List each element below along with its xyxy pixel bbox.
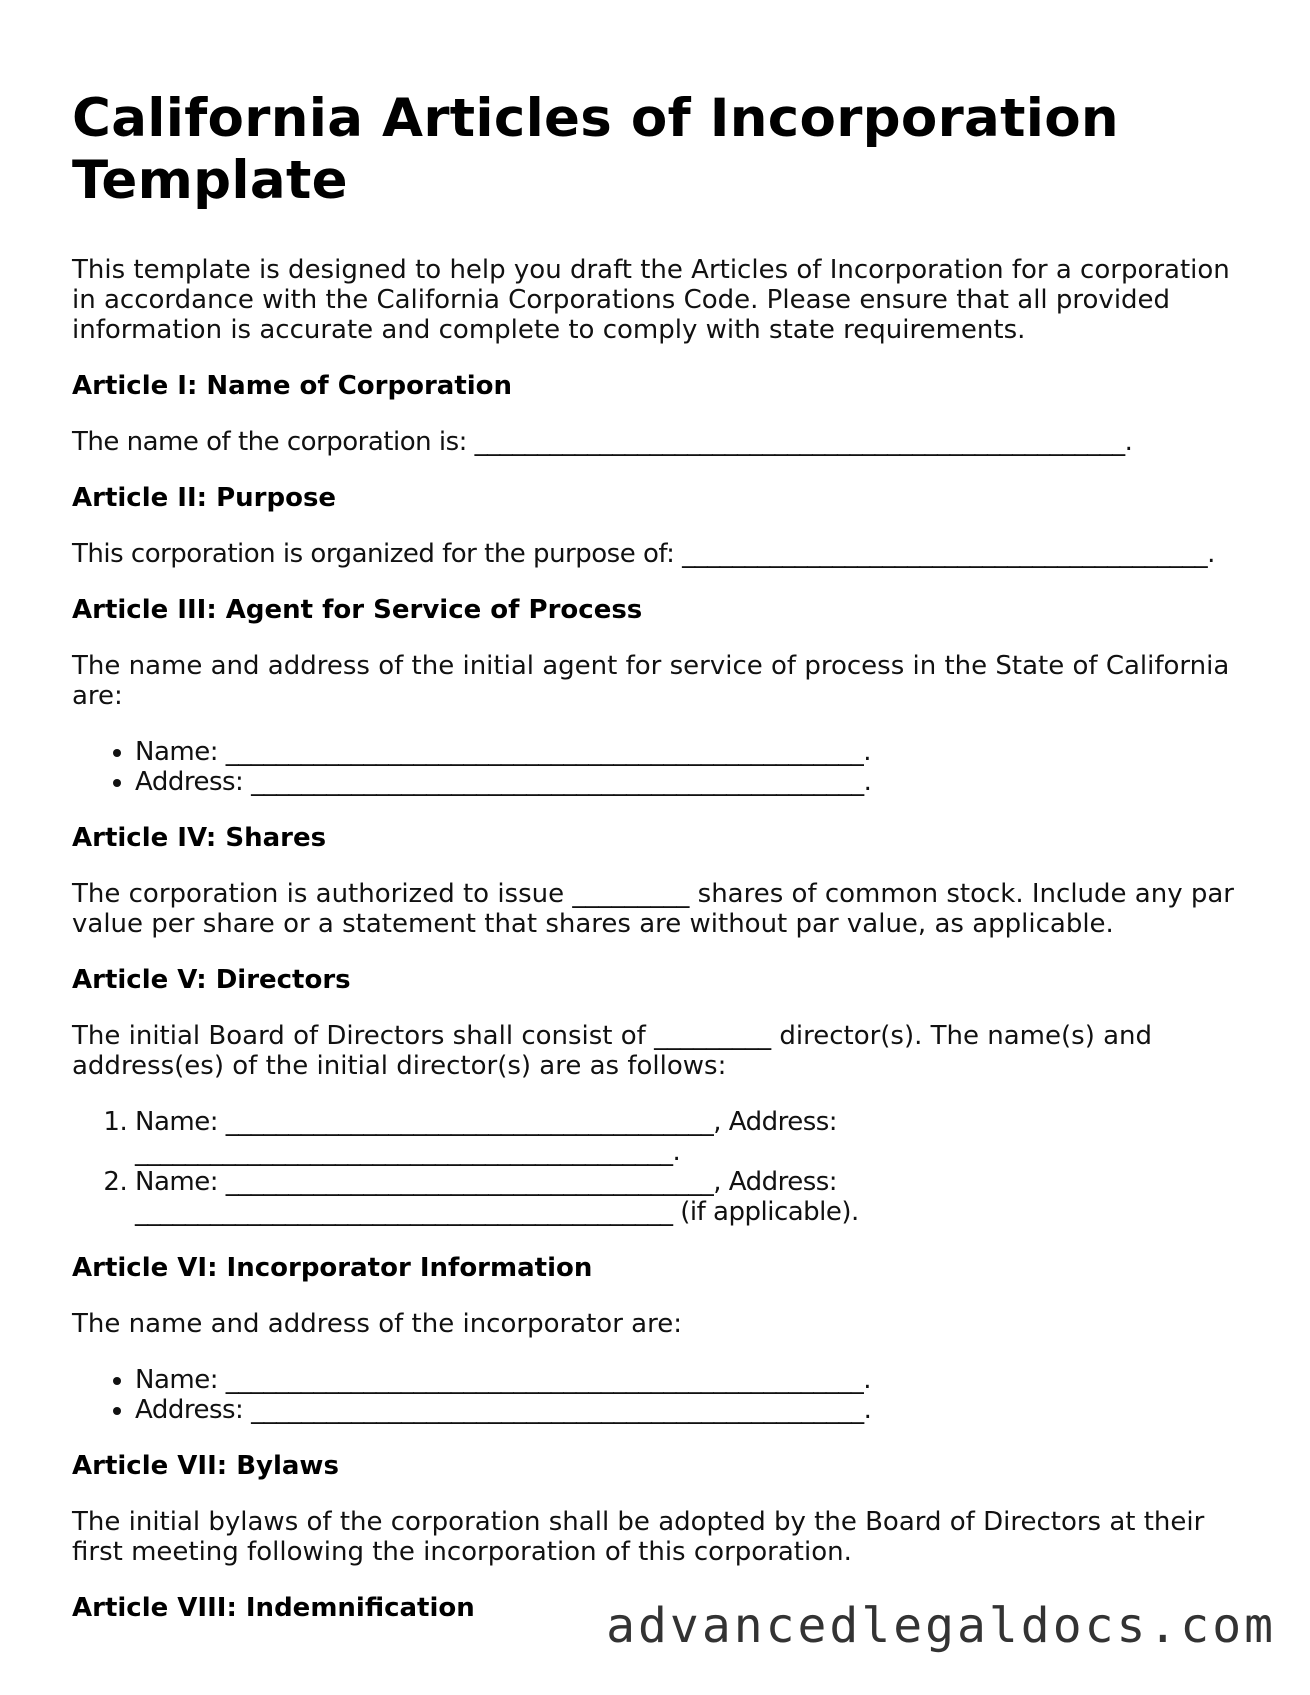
directors-list — [72, 1107, 1242, 1227]
document-title: California Articles of Incorporation Template — [72, 88, 1119, 211]
watermark: advancedlegaldocs.com — [606, 1598, 1276, 1654]
article-4-heading: Article IV: Shares — [72, 823, 327, 853]
article-4-text: The corporation is authorized to issue _________ shares of common stock. Include any par value per share or a statement that shares are without par value, as applicable. — [72, 879, 1234, 939]
intro-paragraph: This template is designed to help you draft the Articles of Incorporation for a corporation in accordance with the California Corporations Code. Please ensure that all provided information is accurate and complete to comply with state requirements. — [72, 255, 1230, 345]
article-8-heading: Article VIII: Indemnification — [72, 1593, 475, 1623]
article-1-text: The name of the corporation is: ____________________________________________________. — [72, 427, 1133, 457]
article-2-text: This corporation is organized for the purpose of: __________________________________________. — [72, 539, 1215, 569]
incorporator-name-item: • Name: ___________________________________________________. — [135, 1365, 1242, 1395]
article-7-text: The initial bylaws of the corporation shall be adopted by the Board of Directors at their first meeting following the incorporation of this corporation. — [72, 1507, 1205, 1567]
agent-name-item: • Name: ___________________________________________________. — [135, 737, 1242, 767]
director-1-item: 1. Name: _______________________________________, Address: ___________________________________________. — [135, 1107, 1242, 1167]
article-3-heading: Article III: Agent for Service of Process — [72, 595, 643, 625]
article-6-heading: Article VI: Incorporator Information — [72, 1253, 593, 1283]
article-7-heading: Article VII: Bylaws — [72, 1451, 339, 1481]
document-page — [72, 88, 1242, 1623]
director-2-item: 2. Name: _______________________________________, Address: ___________________________________________ (if applicable). — [135, 1167, 1242, 1227]
agent-address-item: • Address: _________________________________________________. — [135, 767, 1242, 797]
article-1-heading: Article I: Name of Corporation — [72, 371, 513, 401]
article-2-heading: Article II: Purpose — [72, 483, 337, 513]
article-5-text: The initial Board of Directors shall consist of _________ director(s). The name(s) and address(es) of the initial director(s) are as follows: — [72, 1021, 1153, 1081]
article-5-heading: Article V: Directors — [72, 965, 351, 995]
incorporator-list — [72, 1365, 1242, 1425]
agent-list — [72, 737, 1242, 797]
incorporator-address-item: • Address: _________________________________________________. — [135, 1395, 1242, 1425]
article-6-text: The name and address of the incorporator are: — [72, 1309, 682, 1339]
article-3-text: The name and address of the initial agent for service of process in the State of California are: — [72, 651, 1230, 711]
